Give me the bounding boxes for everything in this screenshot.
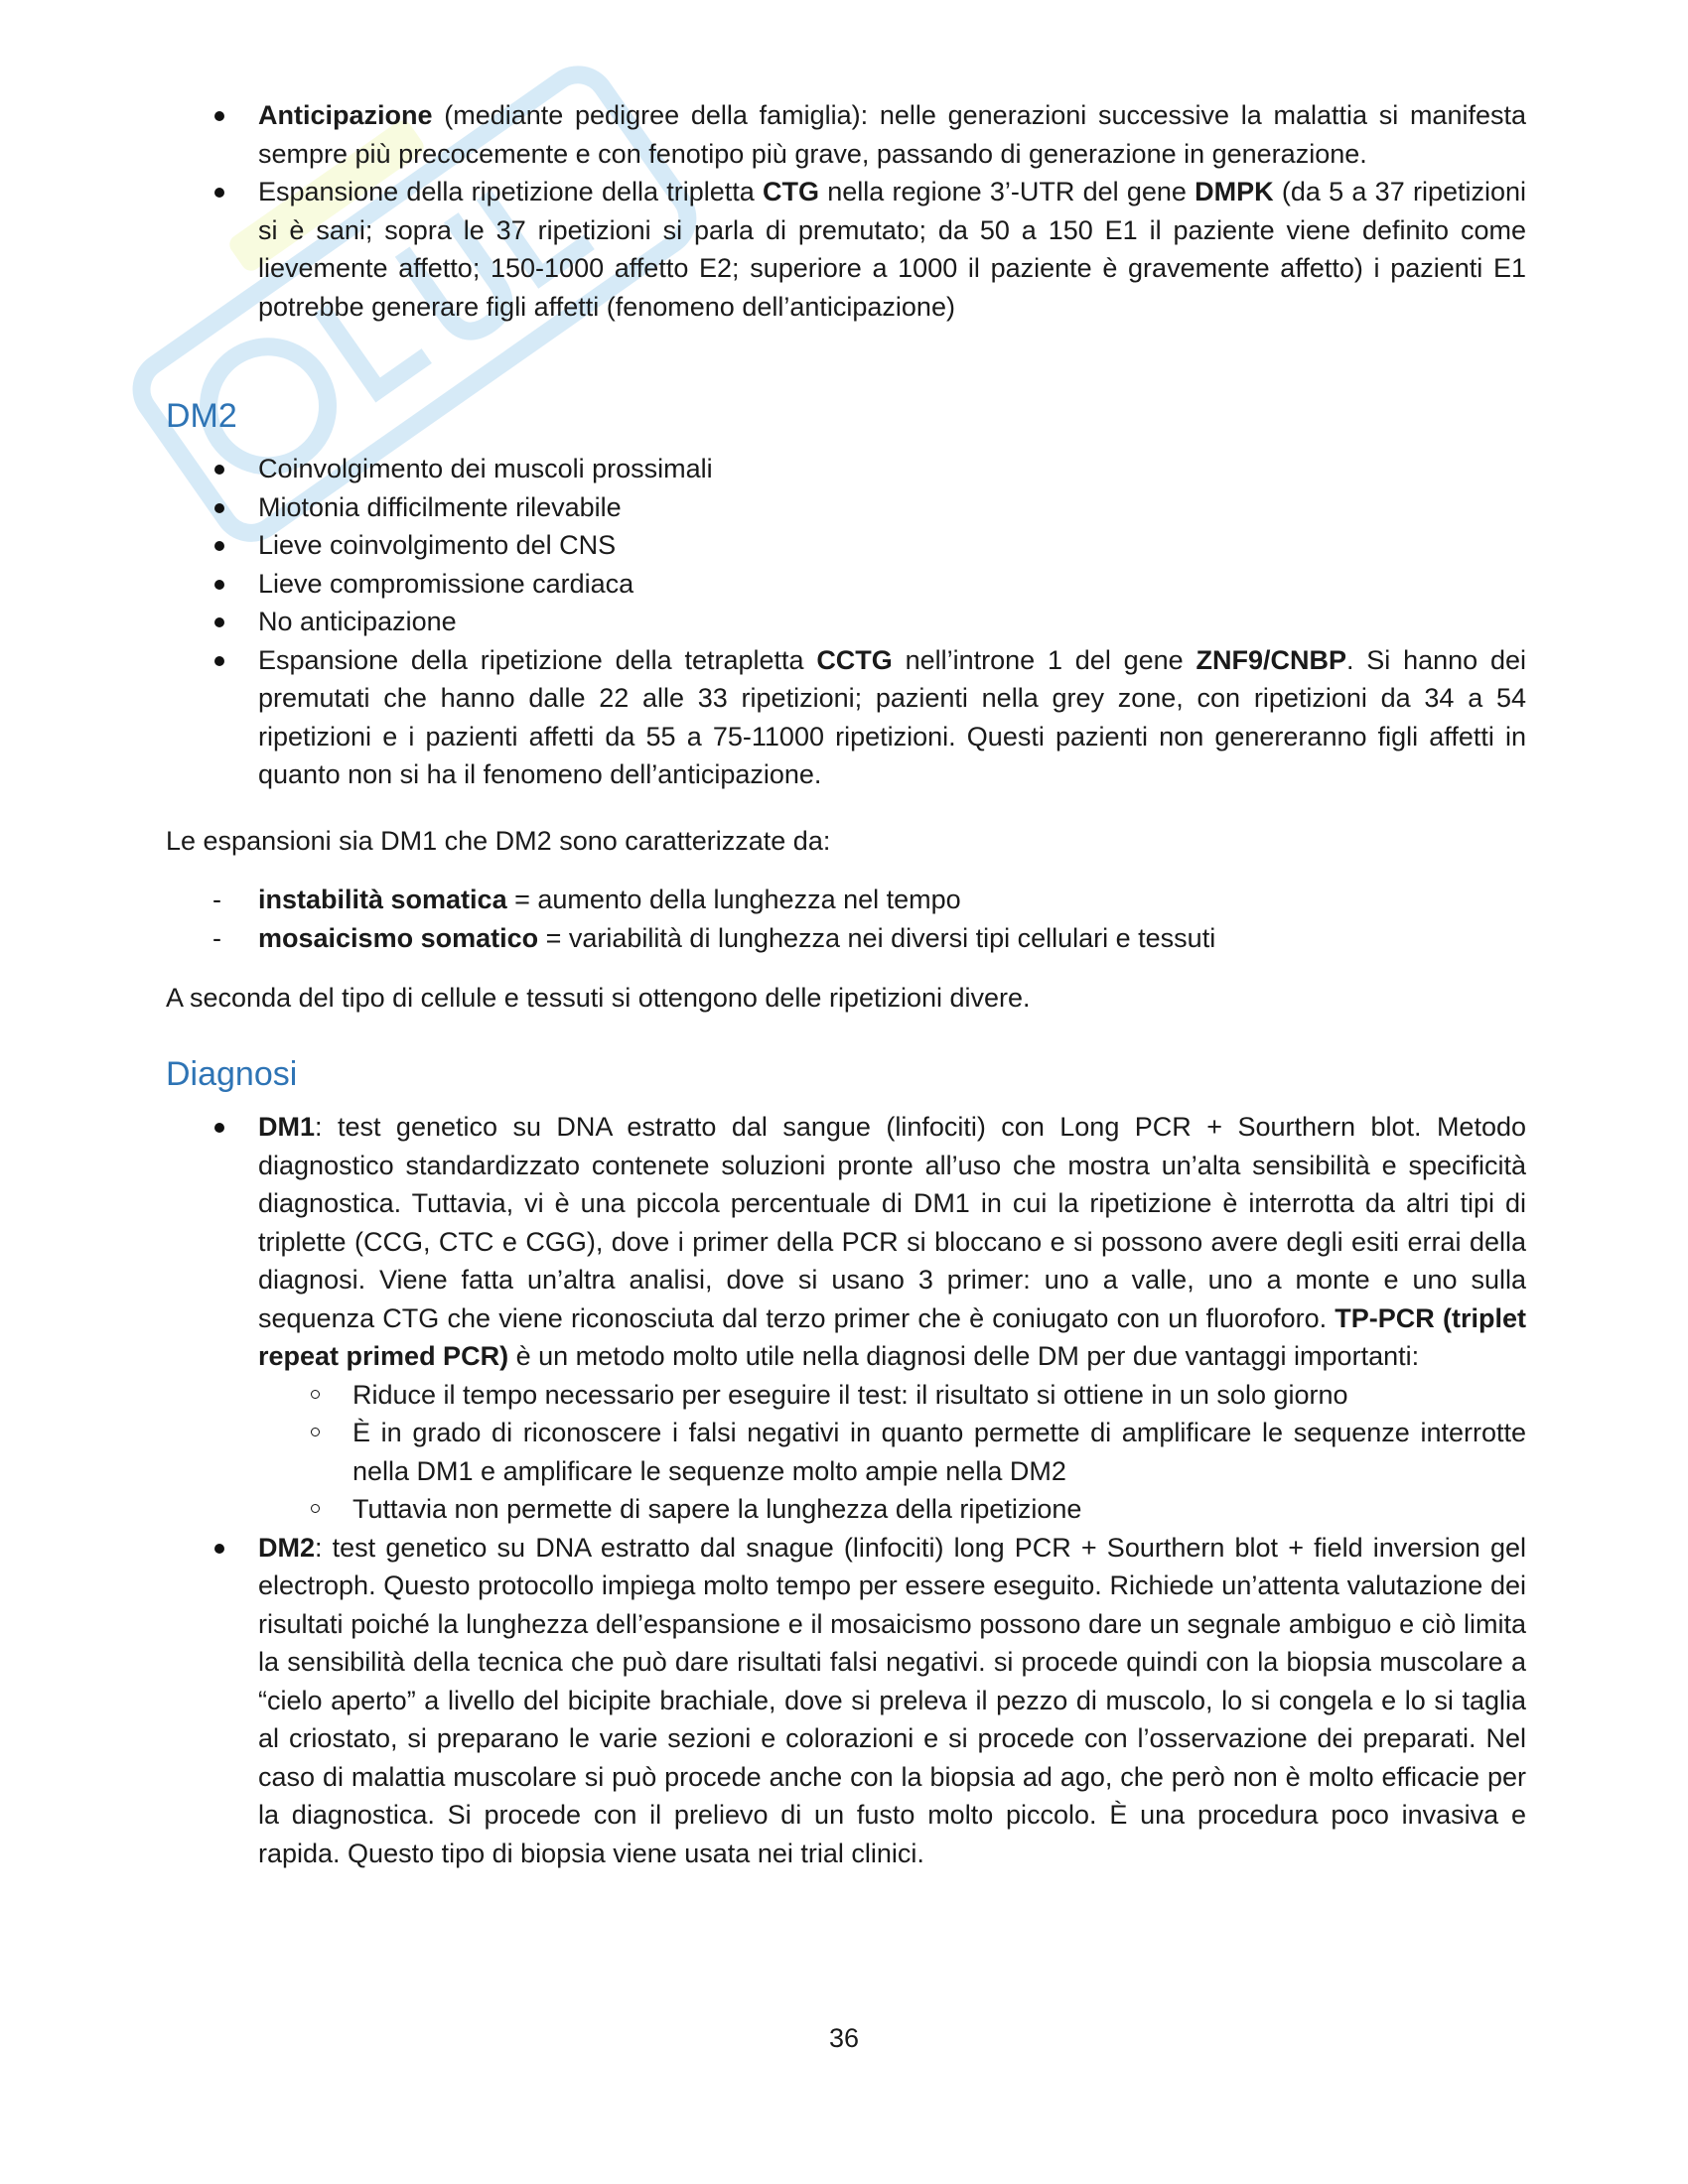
- dm2-expansion-pre: Espansione della ripetizione della tetrapletta: [258, 644, 817, 675]
- expansions-intro: Le espansioni sia DM1 che DM2 sono caratterizzate da:: [166, 826, 831, 856]
- tp-pcr-text: è un metodo molto utile nella diagnosi delle DM per due vantaggi importanti:: [508, 1341, 1420, 1371]
- znf9-term: ZNF9/CNBP: [1196, 644, 1346, 675]
- cctg-term: CCTG: [816, 644, 893, 675]
- anticipazione-term: Anticipazione: [258, 100, 433, 130]
- list-item: [258, 96, 1526, 173]
- list-item: [258, 1529, 1526, 1873]
- list-item: [258, 919, 1526, 958]
- list-item: Riduce il tempo necessario per eseguire il test: il risultato si ottiene in un solo giorno: [352, 1376, 1526, 1415]
- page-number: 36: [828, 2023, 860, 2053]
- dm2-expansion-post: . Si hanno dei premutati che hanno dalle 22 alle 33 ripetizioni; pazienti nella grey zone, con ripetizioni da 34 a 54 ripetizioni e i pazienti affetti da 55 a 75-11000 ripetizioni. Questi pazienti non genereranno figli affetti in quanto non si ha il fenomeno dell’anticipazione.: [258, 644, 1527, 789]
- instabilita-text: = aumento della lunghezza nel tempo: [506, 885, 961, 914]
- list-item: [258, 881, 1526, 919]
- dm2-text: : test genetico su DNA estratto dal snague (linfociti) long PCR + Sourthern blot + field inversion gel electroph. Questo protocollo impiega molto tempo per essere eseguito. Richiede un’attenta valutazione dei risultati poiché la lunghezza dell’espansione e il mosaicismo possono dare un segnale ambiguo e ciò limita la sensibilità della tecnica che può dare risultati falsi negativi. si procede quindi con la biopsia muscolare a “cielo aperto” a livello del bicipite brachiale, dove si preleva il pezzo di muscolo, lo si congela e lo si taglia al criostato, si preparano le varie sezioni e colorazioni e si procede con l’osservazione dei preparati. Nel caso di malattia muscolare si può procede anche con la biopsia ad ago, che però non è molto efficacie per la diagnostica. Si procede con il prelievo di un fusto molto piccolo. È una procedura poco invasiva e rapida. Questo tipo di biopsia viene usata nei trial clinici.: [258, 1532, 1526, 1868]
- tp-pcr-term: TP-PCR (triplet repeat primed PCR): [258, 1302, 1526, 1371]
- list-item: Lieve compromissione cardiaca: [258, 565, 1526, 604]
- instabilita-term: instabilità somatica: [258, 885, 507, 914]
- dm1-features-list: [258, 96, 1526, 326]
- expansions-outro: A seconda del tipo di cellule e tessuti si ottengono delle ripetizioni divere.: [166, 983, 1031, 1013]
- expansion-text-post: (da 5 a 37 ripetizioni si è sani; sopra le 37 ripetizioni si parla di premutato; da 50 a 150 E1 il paziente viene definito come lievemente affetto; 150-1000 affetto E2; superiore a 1000 il paziente è gravemente affetto) i pazienti E1 potrebbe generare figli affetti (fenomeno dell’anticipazione): [258, 177, 1527, 322]
- dm2-heading: DM2: [166, 397, 237, 435]
- dm2-expansion-mid: nell’introne 1 del gene: [892, 644, 1196, 675]
- mosaicismo-text: = variabilità di lunghezza nei diversi tipi cellulari e tessuti: [538, 922, 1216, 953]
- dm2-features-list: [258, 450, 1526, 794]
- dm1-text: : test genetico su DNA estratto dal sangue (linfociti) con Long PCR + Sourthern blot. Metodo diagnostico standardizzato contenete soluzioni pronte all’uso che mostra un’alta sensibilità e specificità diagnostica. Tuttavia, vi è una piccola percentuale di DM1 in cui la ripetizione è interrotta da altri tipi di triplette (CCG, CTC e CGG), dove i primer della PCR si bloccano e si possono avere degli esiti errai della diagnosi. Viene fatta un’altra analisi, dove si usano 3 primer: uno a valle, uno a monte e uno sulla sequenza CTG che viene riconosciuta dal terzo primer che è coniugato con un fluoroforo.: [258, 1112, 1526, 1333]
- list-item: Tuttavia non permette di sapere la lunghezza della ripetizione: [352, 1490, 1526, 1529]
- diagnosi-list: [258, 1108, 1526, 1872]
- list-item: Coinvolgimento dei muscoli prossimali: [258, 450, 1526, 488]
- expansion-text-mid: nella regione 3’-UTR del gene: [819, 177, 1196, 206]
- expansion-text-pre: Espansione della ripetizione della tripletta: [258, 177, 764, 206]
- list-item: Miotonia difficilmente rilevabile: [258, 488, 1526, 527]
- tp-pcr-advantages-list: [352, 1376, 1526, 1529]
- mosaicismo-term: mosaicismo somatico: [258, 922, 539, 953]
- anticipazione-text: (mediante pedigree della famiglia): nelle generazioni successive la malattia si manifesta sempre più precocemente e con fenotipo più grave, passando di generazione in generazione.: [258, 100, 1526, 169]
- list-item: Lieve coinvolgimento del CNS: [258, 526, 1526, 565]
- list-item: [258, 173, 1526, 326]
- list-item: [258, 1108, 1526, 1529]
- dmpk-term: DMPK: [1195, 177, 1274, 206]
- list-item: È in grado di riconoscere i falsi negativi in quanto permette di amplificare le sequenze interrotte nella DM1 e amplificare le sequenze molto ampie nella DM2: [352, 1414, 1526, 1490]
- diagnosi-heading: Diagnosi: [166, 1055, 298, 1093]
- ctg-term: CTG: [763, 177, 820, 206]
- dm2-term: DM2: [258, 1532, 316, 1563]
- expansions-list: [258, 881, 1526, 957]
- list-item: No anticipazione: [258, 603, 1526, 641]
- dm1-term: DM1: [258, 1112, 316, 1142]
- list-item: [258, 641, 1526, 794]
